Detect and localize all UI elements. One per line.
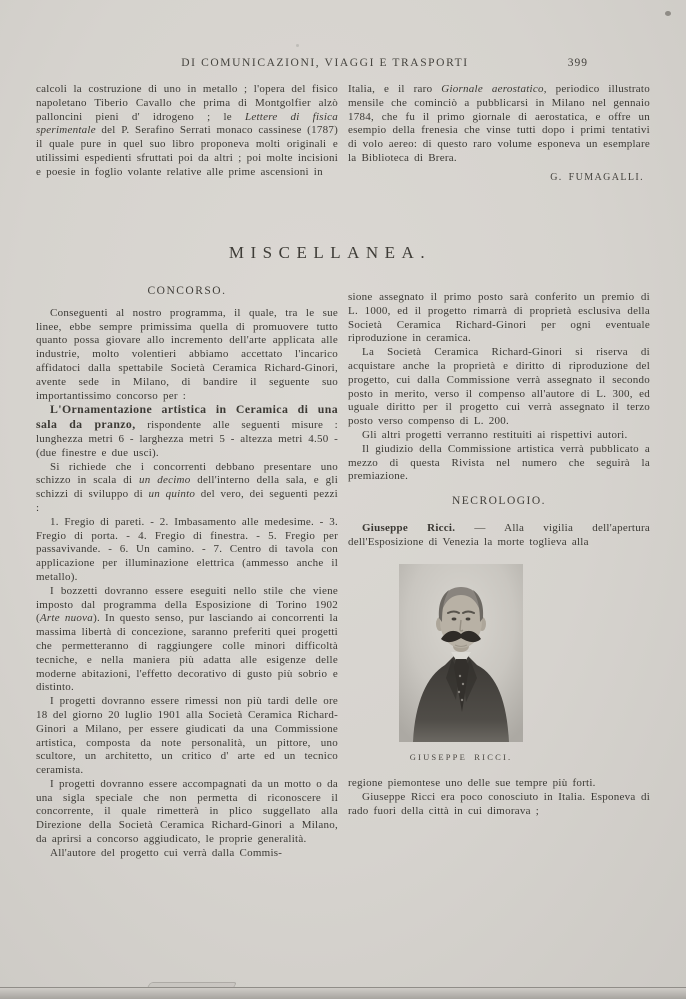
concorso-p3-b: dell'interno della sala, e gli schizzi di sviluppo di (36, 474, 338, 501)
intro-left-italic-title: Lettere di fisica sperimentale (36, 110, 339, 137)
concorso-paragraph-5 (36, 585, 338, 695)
scan-speck (508, 142, 511, 145)
concorso-left-column (36, 285, 338, 861)
photo-caption: GIUSEPPE RICCI. (409, 751, 513, 762)
concorso-paragraph-6: I progetti dovranno essere rimessi non più tardi delle ore 18 del giorno 20 luglio 1901 alla Società Ceramica Richard-Ginori a Milano, per essere giudicati da una Commissione artistica, composta da note personalità, un pittore, uno scultore, un architetto, un critico d' arte ed un tecnico ceramista. (36, 695, 338, 777)
concorso-paragraph-12: Il giudizio della Commissione artistica verrà pubblicato a mezzo di questa Rivista nel numero che seguirà la premiazione. (348, 442, 650, 483)
necrologio-deceased-name: Giuseppe Ricci. (362, 521, 456, 534)
portrait-photo-block (399, 564, 523, 765)
section-title-miscellanea: MISCELLANEA. (228, 243, 432, 262)
right-main-column (348, 291, 650, 819)
intro-right-column (348, 83, 650, 185)
necrologio-paragraph-3: Giuseppe Ricci era poco conosciuto in Italia. Esponeva di rado fuori della città in cui dimorava ; (348, 791, 650, 817)
intro-right-paragraph (348, 83, 650, 166)
intro-right-pre: Italia, e il raro (348, 83, 442, 95)
concorso-paragraph-2-rest: rispondente alle seguenti misure : lunghezza metri 6 - larghezza metri 5 - altezza metri 4.50 - (due finestre e due usci). (36, 419, 338, 459)
intro-left-post: del P. Serafino Serrati monaco cassinese (1787) il quale pure in quel suo libro proponeva molti originali e utilissimi espedienti sfruttati poi da altri ; poi molte incisioni e poesie in foglio volante relative alle prime ascensioni in (36, 124, 338, 178)
running-head: DI COMUNICAZIONI, VIAGGI E TRASPORTI (181, 57, 469, 69)
intro-right-post: , periodico illustrato mensile che cominciò a pubblicarsi in Milano nel gennaio 1784, che fu il primo giornale di aerostatica, e offre un esempio della frenesia che vinse tutti dopo i primi tentativi di volo aereo: di questo raro volume esponeva un esemplare la Biblioteca di Brera. (348, 83, 650, 164)
concorso-paragraph-10: La Società Ceramica Richard-Ginori si riserva di acquistare anche la proprietà e diritto di riproduzione del progetto, cui dalla Commissione verrà assegnato il secondo posto in merito, verso il compenso all'autore di L. 300, ed uguale diritto per il progetto cui verrà assegnato il terzo posto verso compenso di L. 200. (348, 346, 650, 428)
concorso-p5-b: ). In questo senso, pur lasciando ai concorrenti la massima libertà di concezione, saranno preferiti quei progetti che permetteranno di raggiungere colle minori difficoltà tecniche, e nella maniera più adatta alle esigenze delle moderne abitazioni, l'effetto decorativo di gusto più sobrio e distinto. (36, 612, 338, 694)
giuseppe-ricci-portrait (399, 564, 523, 742)
concorso-list-paragraph: 1. Fregio di pareti. - 2. Imbasamento alle medesime. - 3. Fregio di porta. - 4. Fregio di finestra. - 5. Fregio per passavivande. - 6. Un camino. - 7. Centro di tavola con applicazione per illuminazione elettrica (ammesso anche il metallo). (36, 515, 338, 583)
concorso-p3-c: del vero, dei seguenti pezzi : (36, 488, 338, 514)
scan-speck (665, 11, 671, 16)
concorso-competition-title: L'Ornamentazione artistica in Ceramica di una sala da pranzo, (36, 402, 338, 432)
concorso-paragraph-1: Conseguenti al nostro programma, il quale, tra le sue linee, ebbe sempre primissima quella di promuovere tutto quanto possa giovare allo incremento dell'arte applicata alle industrie, molto volentieri abbiamo accettato l'incarico affidatoci dalla spettabile Società Ceramica Richard-Ginori, avente sede in Milano, di bandire il seguente suo importantissimo concorso per : (36, 306, 338, 402)
necrologio-paragraph-1 (348, 522, 650, 550)
page-bottom-edge (0, 987, 686, 999)
scan-speck (296, 44, 299, 47)
necrologio-heading: NECROLOGIO. (451, 495, 547, 508)
concorso-paragraph-8: All'autore del progetto cui verrà dalla Commis- (50, 846, 283, 859)
intro-left-paragraph (36, 83, 338, 180)
concorso-paragraph-3 (36, 461, 338, 516)
page-number: 399 (567, 57, 588, 69)
concorso-p5-italic: Arte nuova (39, 612, 94, 625)
necrologio-paragraph-2: regione piemontese uno delle sue tempre più forti. (348, 777, 596, 790)
intro-left-column (36, 83, 338, 180)
concorso-heading: CONCORSO. (147, 285, 227, 297)
intro-right-italic-title: Giornale aerostatico (441, 83, 544, 95)
concorso-paragraph-2 (36, 403, 338, 460)
concorso-paragraph-9: sione assegnato il primo posto sarà conferito un premio di L. 1000, ed il progetto rimarrà di proprietà esclusiva della Società Ceramica Richard-Ginori per ogni eventuale riproduzione in ceramica. (348, 291, 650, 345)
necrologio-paragraph-1-rest: — Alla vigilia dell'apertura dell'Esposizione di Venezia la morte toglieva alla (348, 521, 650, 548)
concorso-p3-italic-2: un quinto (148, 488, 196, 501)
concorso-paragraph-11: Gli altri progetti verranno restituiti ai rispettivi autori. (362, 428, 628, 441)
concorso-p3-a: Si richiede che i concorrenti debbano presentare uno schizzo in scala di (36, 460, 338, 487)
intro-left-pre: calcoli la costruzione di uno in metallo ; l'opera del fisico napoletano Tiberio Cavallo che prima di Montgolfier alzò palloncini pieni d' idrogeno ; le (36, 83, 338, 123)
concorso-p3-italic-1: un decimo (139, 474, 191, 487)
author-signature: G. FUMAGALLI. (550, 171, 644, 183)
concorso-paragraph-7: I progetti dovranno essere accompagnati da un motto o da una sigla speciale che non permetta di riconoscere il concorrente, il quale rimetterà in plico suggellato alla Direzione della Società Ceramica Richard-Ginori a Milano, da aprirsi a concorso aggiudicato, le proprie generalità. (36, 777, 338, 846)
concorso-p5-a: I bozzetti dovranno essere eseguiti nello stile che viene imposto dal programma della Esposizione di Torino 1902 ( (36, 584, 338, 625)
